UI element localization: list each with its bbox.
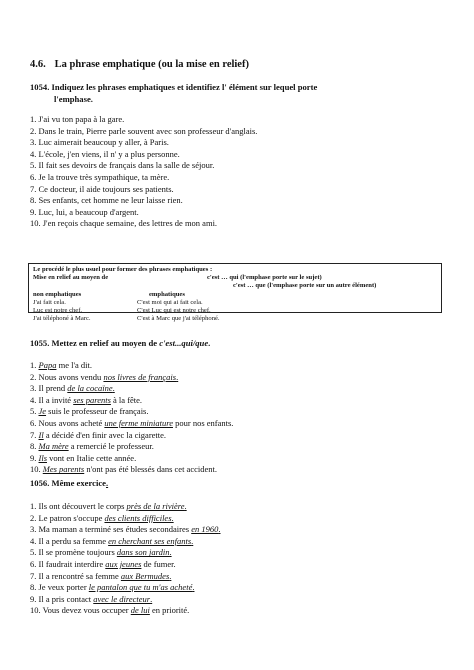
list-item: 2. Dans le train, Pierre parle souvent avec son professeur d'anglais. bbox=[30, 125, 258, 136]
list-item: 8. Ma mère a remercié le professeur. bbox=[30, 441, 154, 452]
exercise-instruction-end: . bbox=[208, 338, 211, 348]
list-item: 5. Il se promène toujours dans son jardin. bbox=[30, 547, 172, 558]
list-item: 3. Ma maman a terminé ses études secondaires en 1960. bbox=[30, 524, 221, 535]
list-item: 10. Vous devez vous occuper de lui en priorité. bbox=[30, 605, 190, 616]
list-item: 6. Nous avons acheté une ferme miniature pour nos enfants. bbox=[30, 417, 234, 428]
exercise-number: 1054. bbox=[30, 82, 50, 92]
list-item: 9. Luc, lui, a beaucoup d'argent. bbox=[30, 206, 139, 217]
grammar-box bbox=[28, 263, 442, 323]
box-line-2 bbox=[33, 274, 437, 282]
box-column-headers bbox=[33, 291, 437, 299]
box-example-row bbox=[33, 307, 437, 315]
list-item: 1. J'ai vu ton papa à la gare. bbox=[30, 114, 125, 124]
list-item: 2. Le patron s'occupe des clients difficiles. bbox=[30, 512, 174, 523]
example-plain: J'ai téléphoné à Marc. bbox=[33, 315, 91, 323]
box-example-row bbox=[33, 299, 437, 307]
exercise-instruction-cont: l'emphase. bbox=[54, 93, 93, 104]
box-line-3 bbox=[33, 282, 437, 290]
list-item: 4. L'école, j'en viens, il n' y a plus personne. bbox=[30, 148, 180, 159]
column-header-emphatic: emphatiques bbox=[149, 290, 185, 298]
list-item: 4. Il a perdu sa femme en cherchant ses enfants. bbox=[30, 535, 194, 546]
exercise-instruction: Indiquez les phrases emphatiques et identifiez l' élément sur lequel porte bbox=[51, 82, 318, 92]
list-item: 10. J'en reçois chaque semaine, des lettres de mon ami. bbox=[30, 218, 218, 229]
box-line-2-label: Mise en relief au moyen de bbox=[33, 274, 109, 282]
section-title bbox=[30, 59, 249, 70]
list-item: 3. Il prend de la cocaïne. bbox=[30, 383, 115, 394]
box-line-3-rule: c'est … que (l'emphase porte sur un autre élément) bbox=[233, 282, 377, 290]
section-number: 4.6. bbox=[30, 59, 46, 70]
list-item: 4. Il a invité ses parents à la fête. bbox=[30, 394, 143, 405]
box-title: Le procédé le plus usuel pour former des phrases emphatiques : bbox=[33, 266, 213, 273]
exercise-instruction: Même exercice bbox=[51, 478, 106, 488]
list-item: 2. Nous avons vendu nos livres de français. bbox=[30, 371, 179, 382]
list-item: 5. Je suis le professeur de français. bbox=[30, 406, 149, 417]
exercise-1055-title bbox=[30, 338, 210, 350]
list-item: 10. Mes parents n'ont pas été blessés dans cet accident. bbox=[30, 464, 217, 475]
example-emphatic: C'est à Marc que j'ai téléphoné. bbox=[137, 315, 220, 323]
example-emphatic: C'est moi qui ai fait cela. bbox=[137, 298, 203, 306]
exercise-number: 1055. bbox=[30, 338, 50, 348]
exercise-instruction-end: . bbox=[105, 478, 109, 488]
exercise-1056-list bbox=[30, 501, 221, 617]
list-item: 6. Il faudrait interdire aux jeunes de fumer. bbox=[30, 558, 176, 569]
exercise-1055-list bbox=[30, 360, 233, 476]
list-item: 5. Il fait ses devoirs de français dans la salle de séjour. bbox=[30, 160, 215, 171]
exercise-instruction: Mettez en relief au moyen de bbox=[51, 338, 160, 348]
example-emphatic: C'est Luc qui est notre chef. bbox=[137, 306, 211, 314]
list-item: 1. Papa me l'a dit. bbox=[30, 360, 92, 370]
list-item: 6. Je la trouve très sympathique, ta mère. bbox=[30, 171, 170, 182]
column-header-non-emphatic: non emphatiques bbox=[33, 290, 82, 298]
list-item: 7. Il a rencontré sa femme aux Bermudes. bbox=[30, 570, 172, 581]
list-item: 3. Luc aimerait beaucoup y aller, à Paris. bbox=[30, 137, 169, 148]
example-plain: J'ai fait cela. bbox=[33, 298, 66, 306]
exercise-1056-title bbox=[30, 478, 108, 490]
list-item: 1. Ils ont découvert le corps près de la rivière. bbox=[30, 501, 187, 511]
box-line-2-rule: c'est … qui (l'emphase porte sur le sujet) bbox=[207, 274, 322, 282]
list-item: 7. Ce docteur, il aide toujours ses patients. bbox=[30, 183, 174, 194]
exercise-instruction-emph: c'est...qui/que bbox=[159, 338, 209, 348]
section-title-text: La phrase emphatique (ou la mise en relief) bbox=[54, 59, 249, 70]
exercise-number: 1056. bbox=[30, 478, 50, 488]
exercise-1054-list bbox=[30, 114, 257, 230]
list-item: 8. Ses enfants, cet homme ne leur laisse rien. bbox=[30, 195, 183, 206]
box-example-row bbox=[33, 315, 437, 323]
list-item: 9. Il a pris contact avec le directeur. bbox=[30, 593, 153, 604]
exercise-1054-title bbox=[30, 82, 440, 105]
list-item: 7. Il a décidé d'en finir avec la cigarette. bbox=[30, 429, 167, 440]
list-item: 8. Je veux porter le pantalon que tu m'as acheté. bbox=[30, 582, 195, 593]
example-plain: Luc est notre chef. bbox=[33, 306, 83, 314]
list-item: 9. Ils vont en Italie cette année. bbox=[30, 452, 137, 463]
